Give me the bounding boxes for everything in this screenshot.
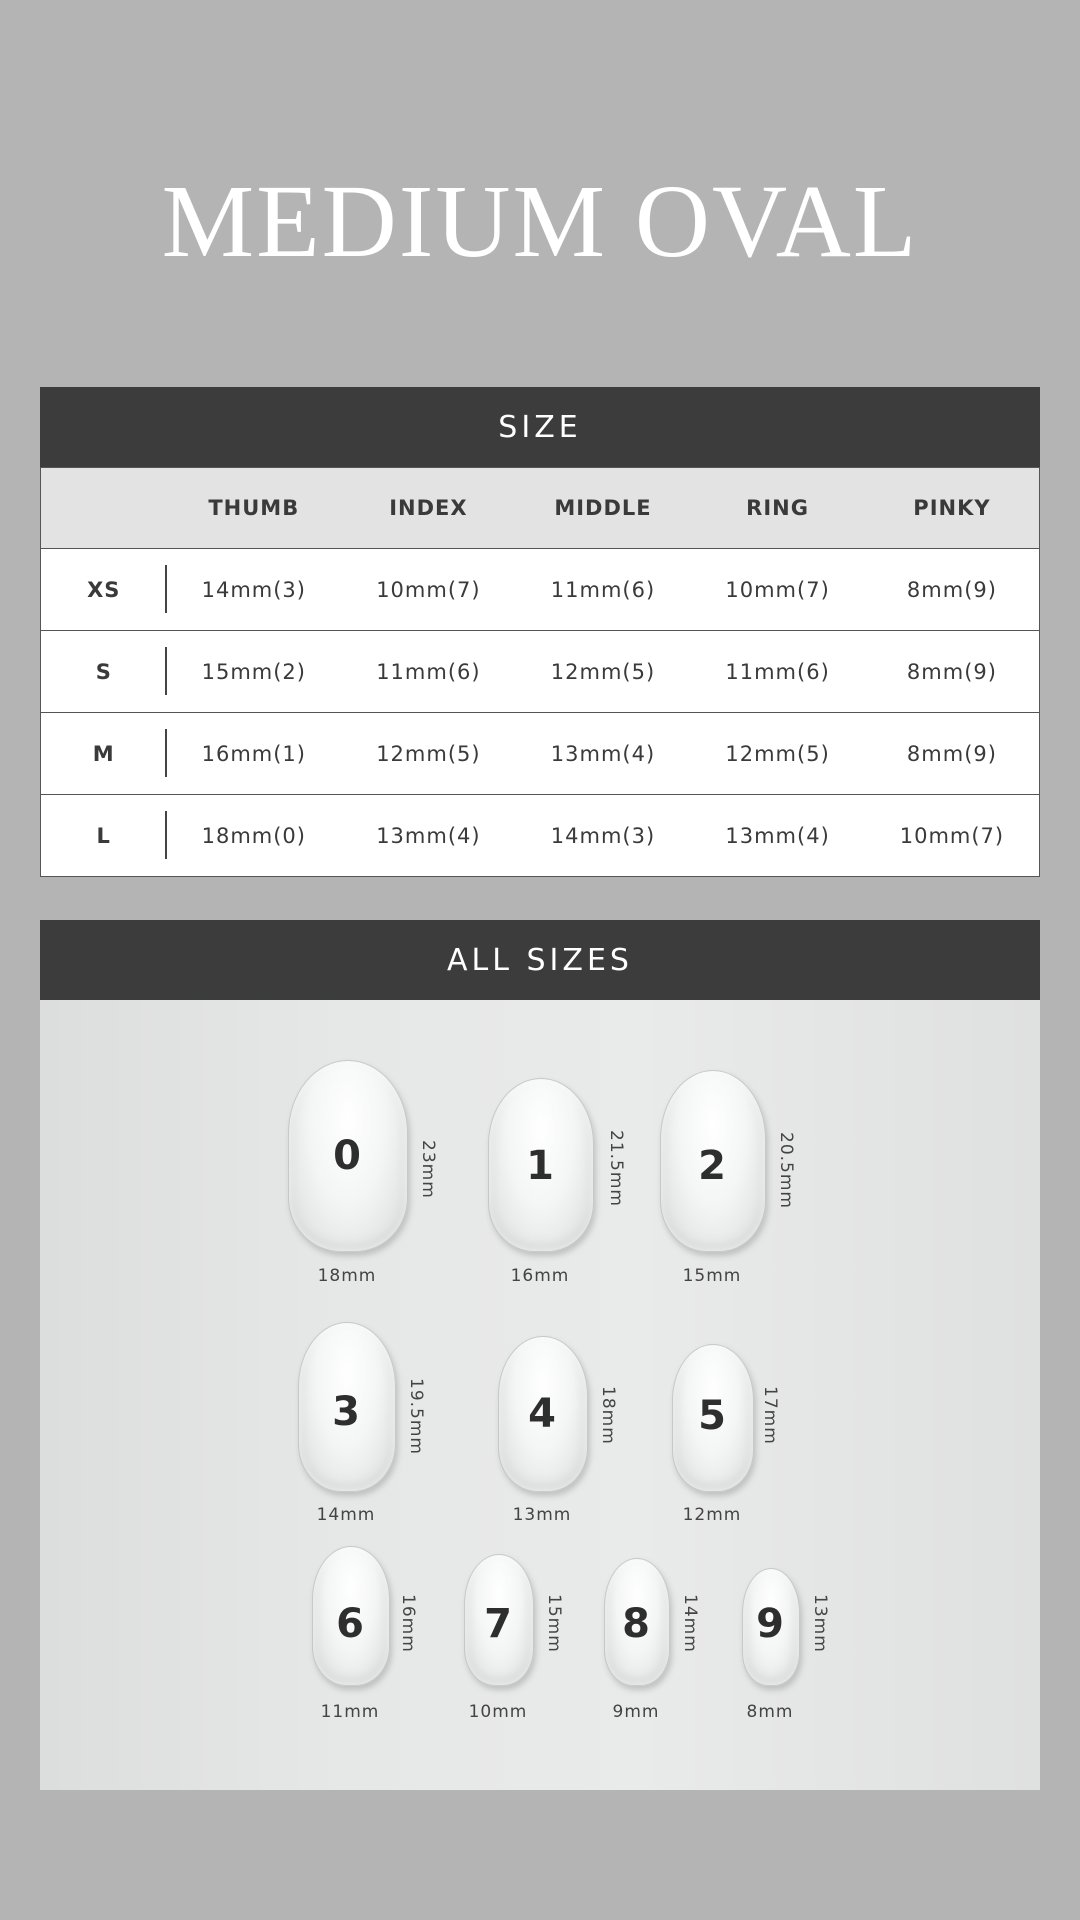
size-table [40, 467, 1040, 877]
nail-length-label: 20.5mm [776, 1132, 796, 1209]
table-cell: 10mm(7) [341, 549, 516, 631]
table-cell: 18mm(0) [201, 823, 306, 848]
table-cell: 13mm(4) [376, 823, 481, 848]
nail-width-label: 14mm [316, 1505, 376, 1525]
nail-length-label: 16mm [398, 1594, 418, 1653]
row-header-label: L [96, 823, 111, 848]
table-cell: 12mm(5) [690, 713, 865, 795]
nail-length-label: 21.5mm [606, 1130, 626, 1207]
row-divider [165, 647, 167, 695]
row-header-label: XS [87, 577, 121, 602]
row-header [41, 631, 167, 713]
nail-length-label: 18mm [598, 1386, 618, 1445]
size-heading: SIZE [40, 387, 1040, 467]
nail-number: 2 [698, 1143, 726, 1189]
size-table-header-row [41, 468, 1040, 549]
table-cell: 11mm(6) [516, 549, 691, 631]
nail-width-label: 9mm [612, 1702, 660, 1722]
table-cell: 11mm(6) [690, 631, 865, 713]
row-divider [165, 811, 167, 859]
table-cell: 15mm(2) [167, 631, 342, 713]
size-row-xs [41, 549, 1040, 631]
nail-width-label: 10mm [468, 1702, 528, 1722]
size-panel [40, 387, 1040, 877]
table-cell: 8mm(9) [865, 549, 1040, 631]
row-header [41, 795, 167, 877]
nail-number: 7 [484, 1601, 512, 1647]
nail-number: 4 [528, 1391, 556, 1437]
nail-length-label: 13mm [810, 1594, 830, 1653]
nail-number: 5 [698, 1393, 726, 1439]
size-row-m [41, 713, 1040, 795]
nail-tips-photo [40, 1000, 1040, 1790]
table-cell: 10mm(7) [899, 823, 1005, 848]
nail-number: 8 [622, 1601, 650, 1647]
nail-number: 3 [332, 1389, 360, 1435]
row-header-label: S [95, 659, 112, 684]
row-divider [165, 729, 167, 777]
nail-number: 0 [333, 1133, 361, 1179]
nail-width-label: 15mm [682, 1266, 742, 1286]
nail-length-label: 19.5mm [406, 1378, 426, 1455]
all-sizes-heading: ALL SIZES [40, 920, 1040, 1000]
nail-width-label: 8mm [746, 1702, 794, 1722]
table-cell: 12mm(5) [516, 631, 691, 713]
table-cell: 14mm(3) [550, 823, 656, 848]
table-cell: 13mm(4) [725, 823, 830, 848]
nail-number: 9 [756, 1601, 784, 1647]
column-header-ring: RING [690, 468, 865, 549]
row-header [41, 549, 167, 631]
nail-length-label: 14mm [680, 1594, 700, 1653]
table-cell: 13mm(4) [516, 713, 691, 795]
column-header-thumb: THUMB [167, 468, 342, 549]
column-header-middle: MIDDLE [516, 468, 691, 549]
column-header-index: INDEX [341, 468, 516, 549]
nail-number: 1 [526, 1143, 554, 1189]
row-divider [165, 565, 167, 613]
nail-number: 6 [336, 1601, 364, 1647]
nail-length-label: 15mm [544, 1594, 564, 1653]
size-row-l [41, 795, 1040, 877]
size-row-s [41, 631, 1040, 713]
column-header-pinky: PINKY [865, 468, 1040, 549]
table-cell: 16mm(1) [167, 713, 342, 795]
all-sizes-panel [40, 920, 1040, 1790]
table-cell: 8mm(9) [865, 713, 1040, 795]
table-cell: 11mm(6) [341, 631, 516, 713]
table-cell: 8mm(9) [865, 631, 1040, 713]
nail-width-label: 13mm [512, 1505, 572, 1525]
nail-width-label: 18mm [317, 1266, 377, 1286]
row-header-label: M [92, 741, 115, 766]
nail-length-label: 17mm [760, 1386, 780, 1445]
nail-width-label: 11mm [320, 1702, 380, 1722]
nail-width-label: 16mm [510, 1266, 570, 1286]
page-title: MEDIUM OVAL [161, 164, 919, 279]
row-header [41, 713, 167, 795]
nail-width-label: 12mm [682, 1505, 742, 1525]
table-cell: 14mm(3) [167, 549, 342, 631]
table-cell: 12mm(5) [341, 713, 516, 795]
table-cell: 10mm(7) [690, 549, 865, 631]
nail-length-label: 23mm [418, 1140, 438, 1199]
size-table-corner [41, 468, 167, 549]
